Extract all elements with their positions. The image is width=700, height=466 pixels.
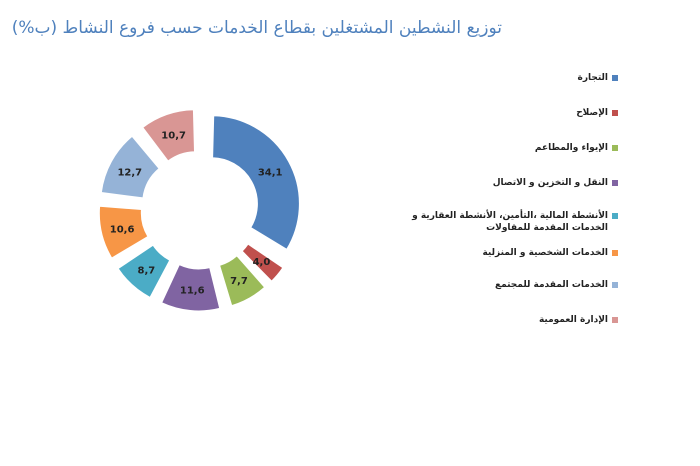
legend-item bbox=[378, 177, 618, 189]
legend-label: الإدارة العمومية bbox=[538, 315, 608, 325]
data-label: 12,7 bbox=[117, 167, 143, 179]
legend-label: الإيواء والمطاعم bbox=[534, 143, 608, 153]
legend-label: النقل و التخزين و الاتصال bbox=[492, 178, 608, 188]
data-label: 7,7 bbox=[230, 275, 248, 287]
legend-swatch bbox=[612, 317, 618, 323]
data-label: 10,7 bbox=[161, 130, 186, 142]
legend-item bbox=[378, 279, 618, 291]
legend-swatch bbox=[612, 282, 618, 288]
legend-swatch bbox=[612, 110, 618, 116]
donut-slice bbox=[213, 116, 300, 249]
legend-item bbox=[378, 314, 618, 326]
legend-swatch bbox=[612, 75, 618, 81]
legend-label: الأنشطة المالية ،التأمين، الأنشطة العقارية و الخدمات المقدمة للمقاولات bbox=[412, 211, 608, 233]
legend-label: الإصلاح bbox=[576, 108, 608, 118]
legend-swatch bbox=[612, 145, 618, 151]
legend-swatch bbox=[612, 213, 618, 219]
legend-item bbox=[378, 247, 618, 259]
legend-label: الخدمات الشخصية و المنزلية bbox=[482, 248, 608, 258]
chart-title: توزيع النشطين المشتغلين بقطاع الخدمات حسب فروع النشاط (ب%) bbox=[11, 18, 502, 38]
legend-item bbox=[378, 72, 618, 84]
legend-item bbox=[378, 107, 618, 119]
data-label: 4,0 bbox=[252, 257, 271, 269]
data-label: 11,6 bbox=[179, 285, 205, 297]
data-label: 34,1 bbox=[257, 167, 283, 179]
legend-label: الخدمات المقدمة للمجتمع bbox=[494, 280, 608, 290]
data-label: 10,6 bbox=[109, 224, 135, 236]
legend-item bbox=[378, 142, 618, 154]
legend-swatch bbox=[612, 250, 618, 256]
legend-label: التجارة bbox=[577, 73, 608, 83]
legend-item bbox=[378, 210, 618, 234]
legend-swatch bbox=[612, 180, 618, 186]
data-label: 8,7 bbox=[137, 265, 156, 277]
